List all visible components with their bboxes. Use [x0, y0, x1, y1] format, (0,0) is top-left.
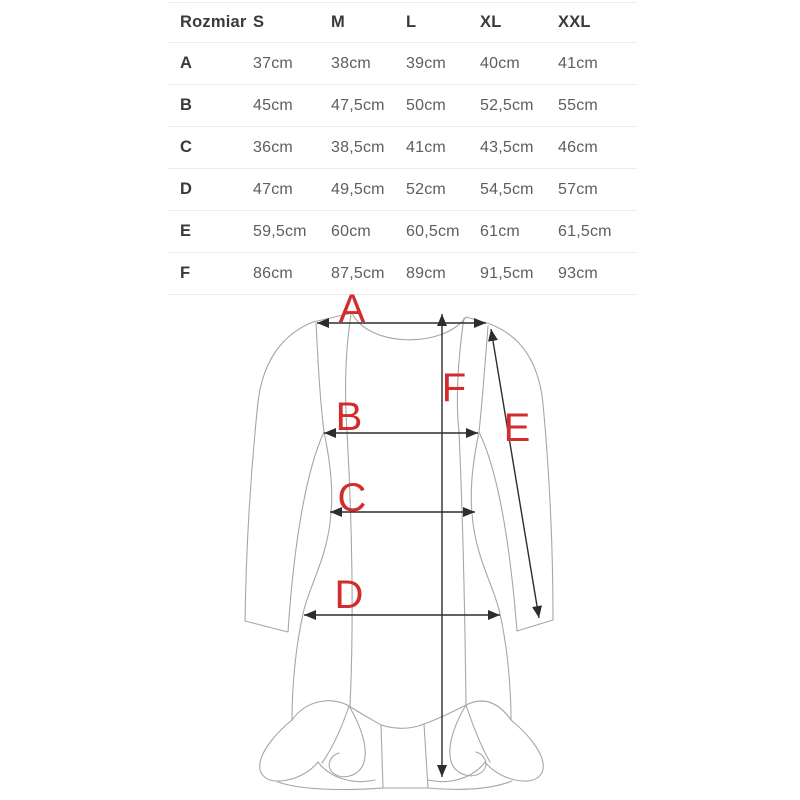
cell-xxl: 93cm: [558, 264, 598, 282]
cell-xl: 52,5cm: [480, 96, 534, 114]
header-rozmiar: Rozmiar: [180, 13, 247, 31]
measure-label-e: E: [503, 406, 531, 450]
ruffle-top-wave: [292, 701, 511, 729]
armhole-right: [479, 326, 488, 432]
body-left-side: [292, 432, 332, 720]
cell-l: 60,5cm: [406, 222, 460, 240]
ruffle-right-fold: [466, 705, 490, 762]
cell-s: 86cm: [253, 264, 293, 282]
cell-l: 52cm: [406, 180, 446, 198]
cell-xxl: 41cm: [558, 54, 598, 72]
hem-bottom: [278, 781, 512, 790]
measure-label-a: A: [338, 287, 366, 331]
sleeve-left-outer: [245, 322, 313, 621]
front-panel-right: [424, 724, 428, 788]
ruffle-right-swirl: [450, 705, 486, 776]
neckline: [352, 313, 466, 340]
measure-label-b: B: [335, 395, 363, 439]
ruffle-right-outer: [485, 720, 543, 781]
row-label: C: [180, 138, 193, 156]
cell-m: 38cm: [331, 54, 371, 72]
ruffle-left-under: [318, 762, 375, 782]
sleeve-right-inner: [479, 432, 517, 631]
ruffle-right-under: [428, 762, 485, 782]
row-label: D: [180, 180, 193, 198]
cell-s: 59,5cm: [253, 222, 307, 240]
cell-l: 41cm: [406, 138, 446, 156]
row-label: B: [180, 96, 193, 114]
header-size-l: L: [406, 13, 417, 31]
cuff-right: [517, 620, 553, 631]
cell-xxl: 46cm: [558, 138, 598, 156]
row-label: A: [180, 54, 193, 72]
cell-s: 36cm: [253, 138, 293, 156]
ruffle-left-outer: [260, 720, 318, 781]
cell-m: 49,5cm: [331, 180, 385, 198]
cell-m: 47,5cm: [331, 96, 385, 114]
cell-m: 38,5cm: [331, 138, 385, 156]
cell-xxl: 57cm: [558, 180, 598, 198]
cell-xl: 61cm: [480, 222, 520, 240]
cell-xl: 43,5cm: [480, 138, 534, 156]
cell-xxl: 61,5cm: [558, 222, 612, 240]
armhole-left: [316, 323, 324, 432]
cell-xxl: 55cm: [558, 96, 598, 114]
cell-m: 87,5cm: [331, 264, 385, 282]
arrow-e-sleeve: [491, 329, 539, 618]
row-label: E: [180, 222, 192, 240]
measure-label-c: C: [337, 476, 367, 520]
header-size-s: S: [253, 13, 265, 31]
sleeve-right-outer: [490, 324, 553, 620]
front-panel-left: [381, 725, 383, 788]
body-right-side: [471, 432, 511, 720]
cell-s: 45cm: [253, 96, 293, 114]
cuff-left: [245, 621, 288, 632]
header-size-m: M: [331, 13, 345, 31]
dress-outline: [245, 313, 553, 790]
cell-m: 60cm: [331, 222, 371, 240]
cell-s: 37cm: [253, 54, 293, 72]
measurement-arrows: [304, 314, 539, 777]
header-size-xxl: XXL: [558, 13, 591, 31]
cell-l: 39cm: [406, 54, 446, 72]
measure-label-f: F: [441, 366, 467, 410]
cell-s: 47cm: [253, 180, 293, 198]
cell-l: 89cm: [406, 264, 446, 282]
cell-xl: 54,5cm: [480, 180, 534, 198]
measure-label-d: D: [334, 573, 364, 617]
cell-xl: 40cm: [480, 54, 520, 72]
cell-l: 50cm: [406, 96, 446, 114]
cell-xl: 91,5cm: [480, 264, 534, 282]
row-label: F: [180, 264, 191, 282]
header-size-xl: XL: [480, 13, 502, 31]
